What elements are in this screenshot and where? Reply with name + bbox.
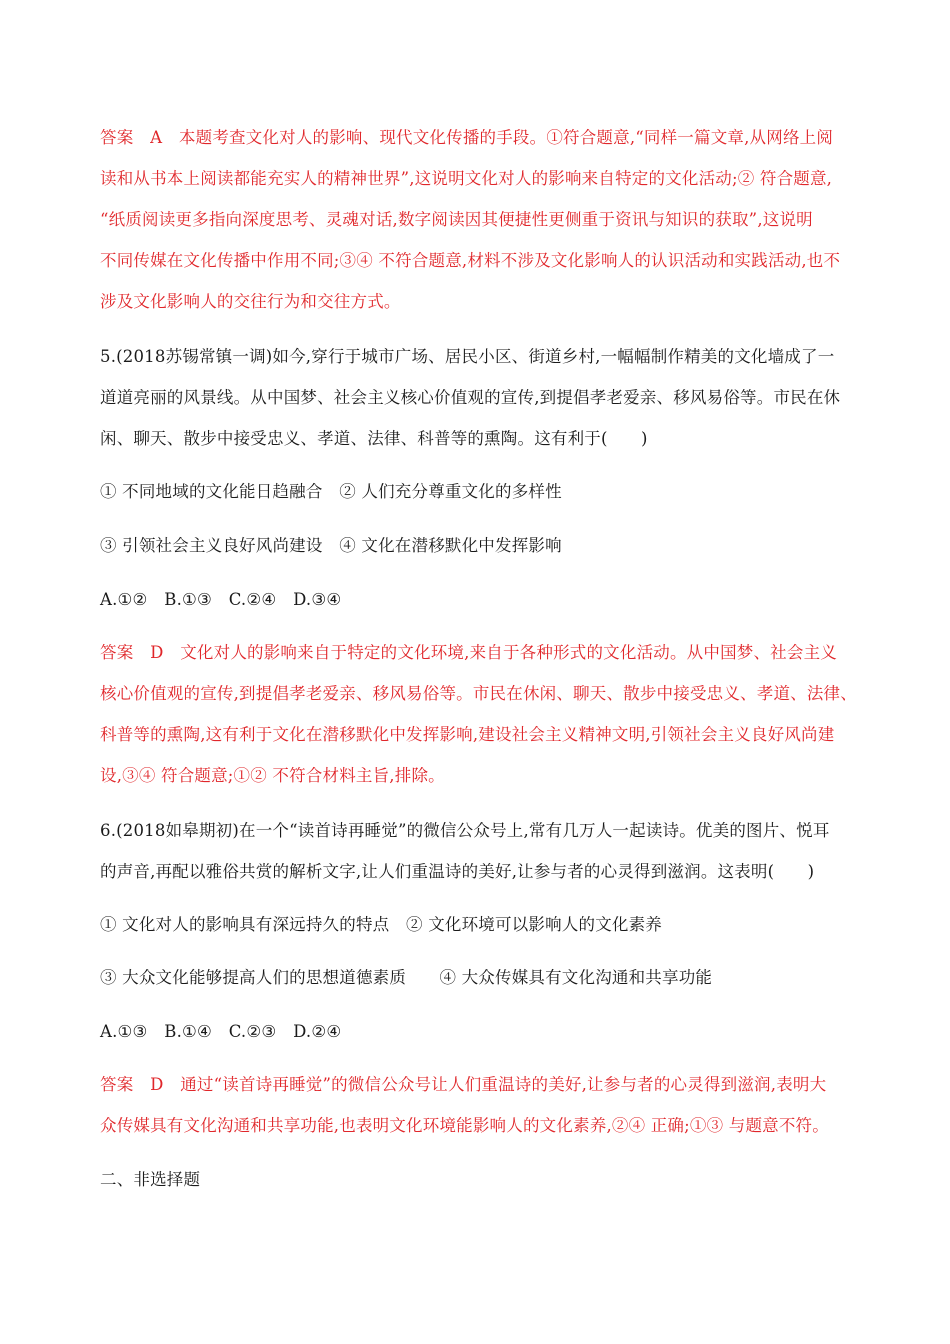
question-5-choices: A.①② B.①③ C.②④ D.③④ — [100, 590, 342, 609]
question-5-line-2: 道道亮丽的风景线。从中国梦、社会主义核心价值观的宣传,到提倡孝老爱亲、移风易俗等。市民在休 — [100, 388, 841, 407]
question-6-line-2: 的声音,再配以雅俗共赏的解析文字,让人们重温诗的美好,让参与者的心灵得到滋润。这表明( ) — [100, 862, 815, 881]
question-5-line-3: 闲、聊天、散步中接受忠义、孝道、法律、科普等的熏陶。这有利于( ) — [100, 429, 648, 448]
answer-a-line-4: 不同传媒在文化传播中作用不同;③④ 不符合题意,材料不涉及文化影响人的认识活动和实践活动,也不 — [100, 251, 841, 270]
question-6-options-1: ① 文化对人的影响具有深远持久的特点 ② 文化环境可以影响人的文化素养 — [100, 915, 662, 934]
answer-a-line-2: 读和从书本上阅读都能充实人的精神世界”,这说明文化对人的影响来自特定的文化活动;② 符合题意, — [100, 169, 833, 188]
question-5-options-1: ① 不同地域的文化能日趋融合 ② 人们充分尊重文化的多样性 — [100, 482, 562, 501]
section-heading: 二、非选择题 — [100, 1170, 201, 1189]
answer-6-line-1: 答案 D 通过“读首诗再睡觉”的微信公众号让人们重温诗的美好,让参与者的心灵得到滋润,表明大 — [100, 1075, 827, 1094]
question-6-choices: A.①③ B.①④ C.②③ D.②④ — [100, 1022, 342, 1041]
answer-5-line-3: 科普等的熏陶,这有利于文化在潜移默化中发挥影响,建设社会主义精神文明,引领社会主义良好风尚建 — [100, 725, 835, 744]
answer-5-line-2: 核心价值观的宣传,到提倡孝老爱亲、移风易俗等。市民在休闲、聊天、散步中接受忠义、孝道、法律、 — [100, 684, 857, 703]
answer-a-line-1: 答案 A 本题考查文化对人的影响、现代文化传播的手段。①符合题意,“同样一篇文章,从网络上阅 — [100, 128, 834, 147]
question-6-line-1: 6.(2018如皋期初)在一个“读首诗再睡觉”的微信公众号上,常有几万人一起读诗。优美的图片、悦耳 — [100, 821, 830, 840]
answer-a-line-3: “纸质阅读更多指向深度思考、灵魂对话,数字阅读因其便捷性更侧重于资讯与知识的获取”,这说明 — [100, 210, 813, 229]
question-5-options-2: ③ 引领社会主义良好风尚建设 ④ 文化在潜移默化中发挥影响 — [100, 536, 562, 555]
answer-5-line-4: 设,③④ 符合题意;①② 不符合材料主旨,排除。 — [100, 766, 445, 785]
question-6-options-2: ③ 大众文化能够提高人们的思想道德素质 ④ 大众传媒具有文化沟通和共享功能 — [100, 968, 713, 987]
answer-a-line-5: 涉及文化影响人的交往行为和交往方式。 — [100, 292, 401, 311]
answer-5-line-1: 答案 D 文化对人的影响来自于特定的文化环境,来自于各种形式的文化活动。从中国梦、社会主义 — [100, 643, 837, 662]
answer-6-line-2: 众传媒具有文化沟通和共享功能,也表明文化环境能影响人的文化素养,②④ 正确;①③ 与题意不符。 — [100, 1116, 829, 1135]
question-5-line-1: 5.(2018苏锡常镇一调)如今,穿行于城市广场、居民小区、街道乡村,一幅幅制作精美的文化墙成了一 — [100, 347, 835, 366]
